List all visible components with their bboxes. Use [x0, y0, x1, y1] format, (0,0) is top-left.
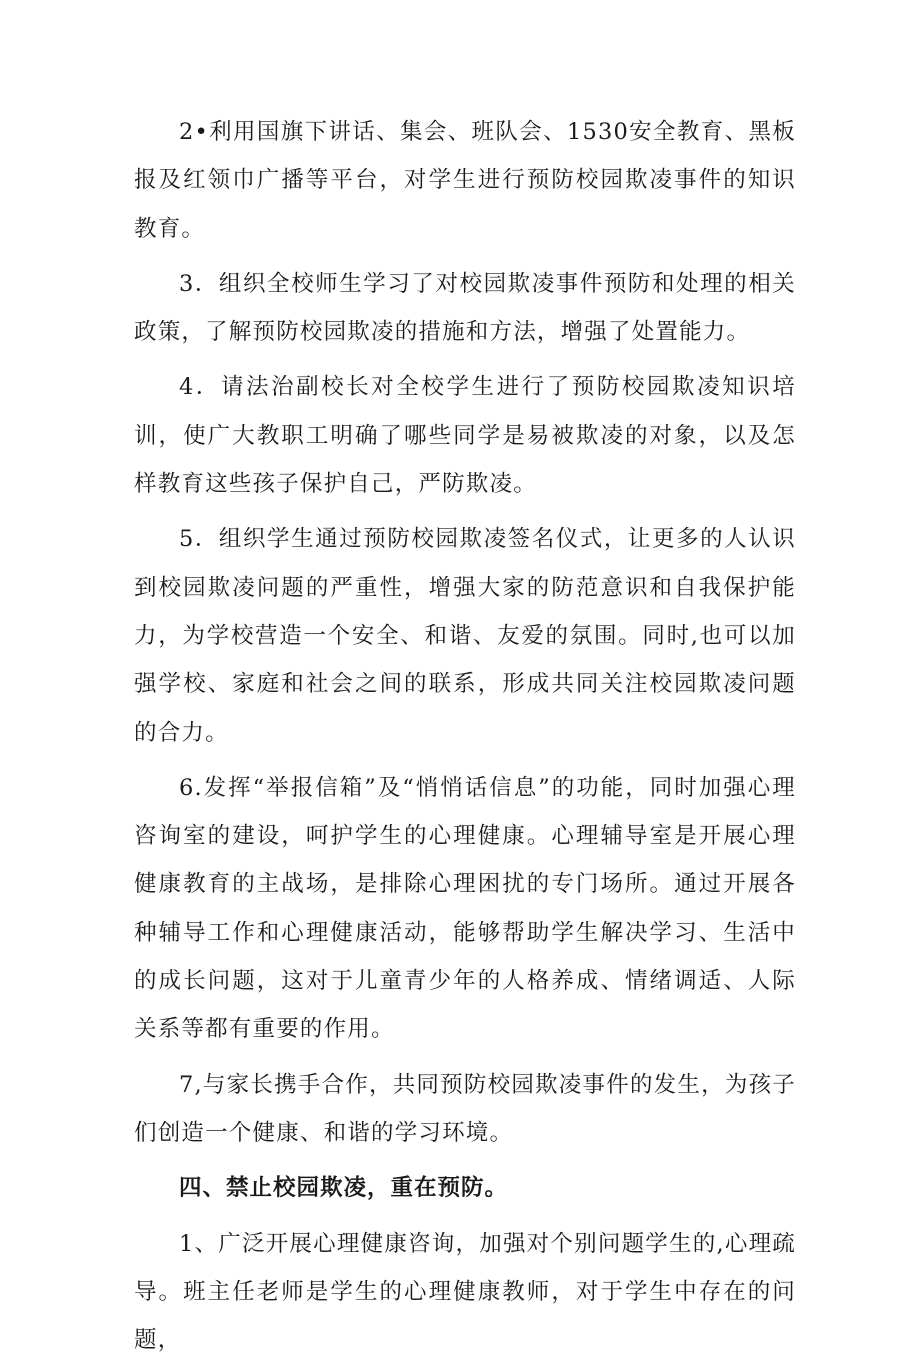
paragraph-item-2: 2•利用国旗下讲话、集会、班队会、1530安全教育、黑板报及红领巾广播等平台，对学生进行预防校园欺凌事件的知识教育。: [134, 119, 796, 242]
paragraph-item-6: 6.发挥“举报信箱”及“悄悄话信息”的功能，同时加强心理咨询室的建设，呵护学生的心理健康。心理辅导室是开展心理健康教育的主战场，是排除心理困扰的专门场所。通过开展各种辅导工作和心理健康活动，能够帮助学生解决学习、生活中的成长问题，这对于儿童青少年的人格养成、情绪调适、人际关系等都有重要的作用。: [134, 774, 796, 1043]
section-heading: 四、禁止校园欺凌，重在预防。: [179, 1175, 509, 1202]
paragraph-prevention-1: 1、广泛开展心理健康咨询，加强对个别问题学生的,心理疏导。班主任老师是学生的心理健康教师，对于学生中存在的问题，: [134, 1230, 796, 1354]
paragraph-item-7: 7,与家长携手合作，共同预防校园欺凌事件的发生，为孩子们创造一个健康、和谐的学习环境。: [134, 1071, 796, 1146]
paragraph-item-3: 3．组织全校师生学习了对校园欺凌事件预防和处理的相关政策，了解预防校园欺凌的措施和方法，增强了处置能力。: [134, 270, 796, 346]
paragraph-item-5: 5．组织学生通过预防校园欺凌签名仪式，让更多的人认识到校园欺凌问题的严重性，增强大家的防范意识和自我保护能力，为学校营造一个安全、和谐、友爱的氛围。同时,也可以加强学校、家庭和社会之间的联系，形成共同关注校园欺凌问题的合力。: [134, 526, 796, 746]
document-body: [134, 108, 796, 1371]
paragraph-item-4: 4．请法治副校长对全校学生进行了预防校园欺凌知识培训，使广大教职工明确了哪些同学是易被欺凌的对象，以及怎样教育这些孩子保护自己，严防欺凌。: [134, 374, 796, 498]
